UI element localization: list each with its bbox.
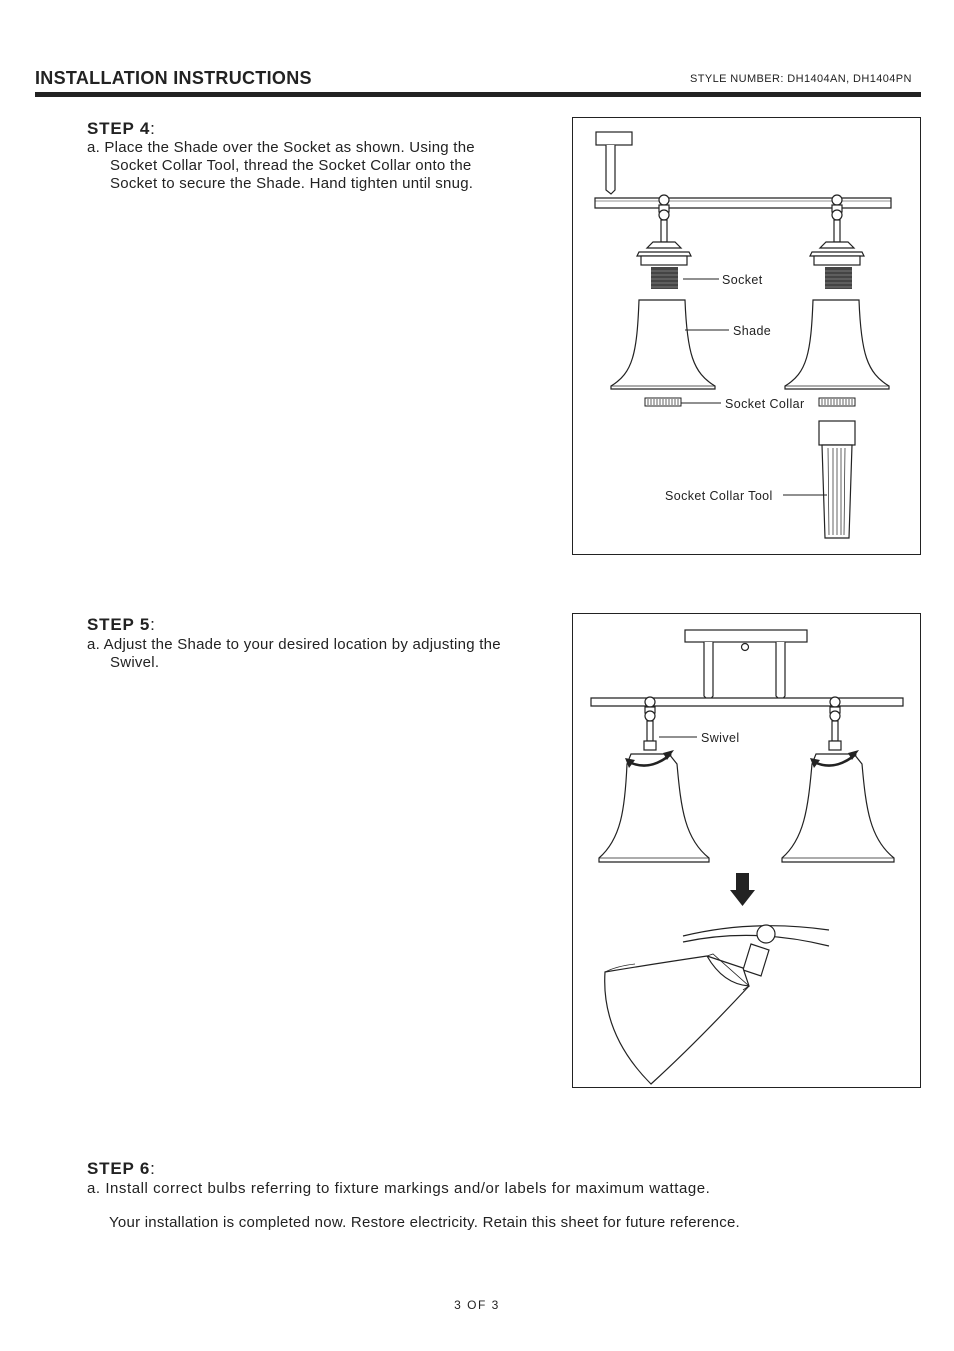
left-socket-icon (651, 267, 678, 289)
step-5-illustration (573, 614, 919, 1086)
step-5-line-2: Swivel. (110, 654, 160, 671)
socket-collar-tool-icon (819, 421, 855, 538)
step-4-title-text: STEP 4 (87, 119, 151, 138)
step-6-line-2: Your installation is completed now. Restore electricity. Retain this sheet for future reference. (109, 1214, 740, 1231)
step-5-colon: : (150, 615, 156, 634)
step-5-title (87, 615, 156, 635)
step-4-line-3: Socket to secure the Shade. Hand tighten until snug. (110, 175, 474, 192)
socket-label: Socket (722, 273, 763, 287)
step-6-line-1: a. Install correct bulbs referring to fixture markings and/or labels for maximum wattage. (87, 1180, 711, 1197)
step-5-title-text: STEP 5 (87, 615, 151, 634)
step-5-diagram (572, 613, 921, 1088)
left-swivel-icon (644, 697, 656, 750)
shade-label: Shade (733, 324, 772, 338)
swivel-label: Swivel (701, 731, 740, 745)
step-4-title (87, 119, 156, 139)
step-6-title (87, 1159, 156, 1179)
step-4-illustration (573, 118, 919, 553)
step-6-title-text: STEP 6 (87, 1159, 151, 1178)
socket-collar-tool-label: Socket Collar Tool (665, 489, 773, 503)
step-5-line-1: a. Adjust the Shade to your desired location by adjusting the (87, 636, 501, 653)
document-title: INSTALLATION INSTRUCTIONS (35, 68, 312, 88)
step-4-instructions (87, 139, 475, 193)
right-shade-icon (782, 754, 894, 862)
right-swivel-icon (829, 697, 841, 750)
down-arrow-icon (730, 873, 755, 906)
header-rule (35, 92, 921, 97)
right-socket-collar-icon (819, 398, 855, 406)
left-socket-collar-icon (645, 398, 681, 406)
step-4-colon: : (150, 119, 156, 138)
left-shade-icon (611, 300, 715, 389)
step-5-instructions (87, 636, 501, 672)
right-shade-icon (785, 300, 889, 389)
step-4-line-1: a. Place the Shade over the Socket as shown. Using the (87, 139, 475, 156)
detail-swivel-view (605, 925, 829, 1084)
step-4-diagram (572, 117, 921, 555)
page-number: 3 OF 3 (454, 1298, 500, 1312)
socket-collar-label: Socket Collar (725, 397, 805, 411)
style-number: STYLE NUMBER: DH1404AN, DH1404PN (690, 73, 912, 85)
left-shade-icon (599, 754, 709, 862)
right-socket-icon (825, 267, 852, 289)
step-6-colon: : (150, 1159, 156, 1178)
step-4-line-2: Socket Collar Tool, thread the Socket Collar onto the (110, 157, 472, 174)
